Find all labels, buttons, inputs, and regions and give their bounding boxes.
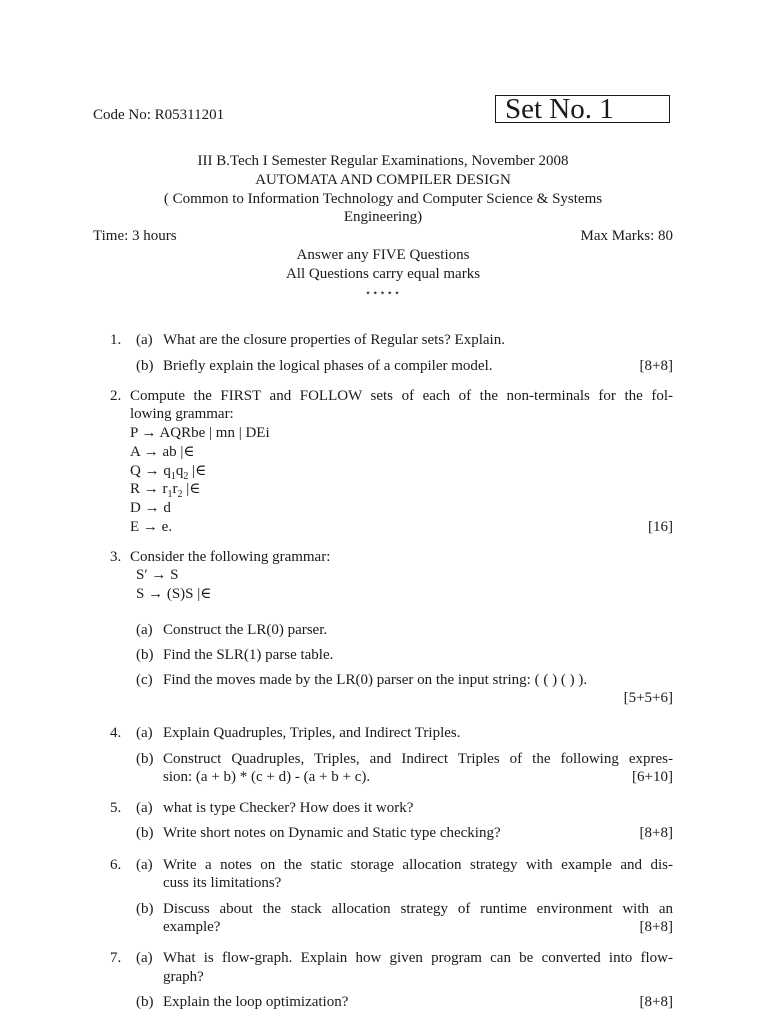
q7-marks: [8+8]	[639, 994, 673, 1010]
q3-c-text: Find the moves made by the LR(0) parser on the input string: ( ( ) ( ) ).	[163, 672, 588, 688]
q6-b-label: (b)	[136, 901, 154, 917]
q3-marks: [5+5+6]	[623, 690, 673, 706]
q2-number: 2.	[110, 388, 122, 404]
code-number: Code No: R05311201	[93, 107, 225, 123]
max-marks: Max Marks: 80	[580, 228, 673, 244]
q1-a-text: What are the closure properties of Regular sets? Explain.	[163, 332, 505, 348]
q3-a-label: (a)	[136, 622, 153, 638]
instruction-line1: Answer any FIVE Questions	[296, 247, 470, 263]
q4-b-text-line2: sion: (a + b) * (c + d) - (a + b + c).	[163, 769, 371, 785]
q5-marks: [8+8]	[639, 825, 673, 841]
q2-grammar-rule-e: E → e.	[130, 519, 173, 535]
q1-number: 1.	[110, 332, 122, 348]
q1-marks: [8+8]	[639, 358, 673, 374]
q5-a-text: what is type Checker? How does it work?	[163, 800, 414, 816]
q2-stem-line1: Compute the FIRST and FOLLOW sets of each of the non-terminals for the fol-	[130, 388, 673, 404]
q3-a-text: Construct the LR(0) parser.	[163, 622, 328, 638]
q2-grammar-rule-r: $R \to r_1r_2$ |∈	[130, 481, 201, 500]
q3-stem: Consider the following grammar:	[130, 549, 331, 565]
q4-b-text-line1: Construct Quadruples, Triples, and Indirect Triples of the following expres-	[163, 751, 673, 767]
q2-grammar-rule-d: D → d	[130, 500, 171, 516]
stars-divider: ⋆⋆⋆⋆⋆	[364, 288, 402, 299]
q5-a-label: (a)	[136, 800, 153, 816]
q3-grammar-rule2: S → (S)S |∈	[136, 586, 212, 602]
q7-number: 7.	[110, 950, 122, 966]
q2-grammar-rule-q: $Q \to q_1q_2$ |∈	[130, 463, 207, 482]
q5-number: 5.	[110, 800, 122, 816]
q3-grammar-rule1: S′ → S	[136, 567, 179, 583]
instruction-line2: All Questions carry equal marks	[285, 266, 481, 282]
q3-b-text: Find the SLR(1) parse table.	[163, 647, 334, 663]
q4-a-label: (a)	[136, 725, 153, 741]
q4-marks: [6+10]	[632, 769, 673, 785]
q1-b-text: Briefly explain the logical phases of a compiler model.	[163, 358, 493, 374]
q6-b-text-line2: example?	[163, 919, 221, 935]
common-note-line1: ( Common to Information Technology and Computer Science & Systems	[163, 191, 603, 207]
q6-a-text-line1: Write a notes on the static storage allocation strategy with example and dis-	[163, 857, 673, 873]
q7-a-label: (a)	[136, 950, 153, 966]
q4-number: 4.	[110, 725, 122, 741]
q1-a-label: (a)	[136, 332, 153, 348]
q2-grammar-rule-a: A → ab |∈	[130, 444, 195, 460]
q7-a-text-line1: What is flow-graph. Explain how given program can be converted into flow-	[163, 950, 673, 966]
q6-a-label: (a)	[136, 857, 153, 873]
q4-b-label: (b)	[136, 751, 154, 767]
q7-b-label: (b)	[136, 994, 154, 1010]
q4-a-text: Explain Quadruples, Triples, and Indirect Triples.	[163, 725, 461, 741]
q2-grammar-rule-p: P → AQRbe | mn | DEi	[130, 425, 270, 441]
q3-number: 3.	[110, 549, 122, 565]
q6-marks: [8+8]	[639, 919, 673, 935]
q1-b-label: (b)	[136, 358, 154, 374]
q6-b-text-line1: Discuss about the stack allocation strategy of runtime environment with an	[163, 901, 673, 917]
q2-stem-line2: lowing grammar:	[130, 406, 234, 422]
q3-b-label: (b)	[136, 647, 154, 663]
q5-b-text: Write short notes on Dynamic and Static type checking?	[163, 825, 501, 841]
q7-a-text-line2: graph?	[163, 969, 204, 985]
q2-marks: [16]	[648, 519, 673, 535]
common-note-line2: Engineering)	[343, 209, 423, 225]
set-number-box: Set No. 1	[495, 95, 670, 123]
q6-a-text-line2: cuss its limitations?	[163, 875, 282, 891]
q5-b-label: (b)	[136, 825, 154, 841]
exam-title: III B.Tech I Semester Regular Examinations, November 2008	[197, 153, 569, 169]
exam-time: Time: 3 hours	[93, 228, 177, 244]
q6-number: 6.	[110, 857, 122, 873]
subject-title: AUTOMATA AND COMPILER DESIGN	[255, 172, 511, 188]
q3-c-label: (c)	[136, 672, 153, 688]
q7-b-text: Explain the loop optimization?	[163, 994, 349, 1010]
